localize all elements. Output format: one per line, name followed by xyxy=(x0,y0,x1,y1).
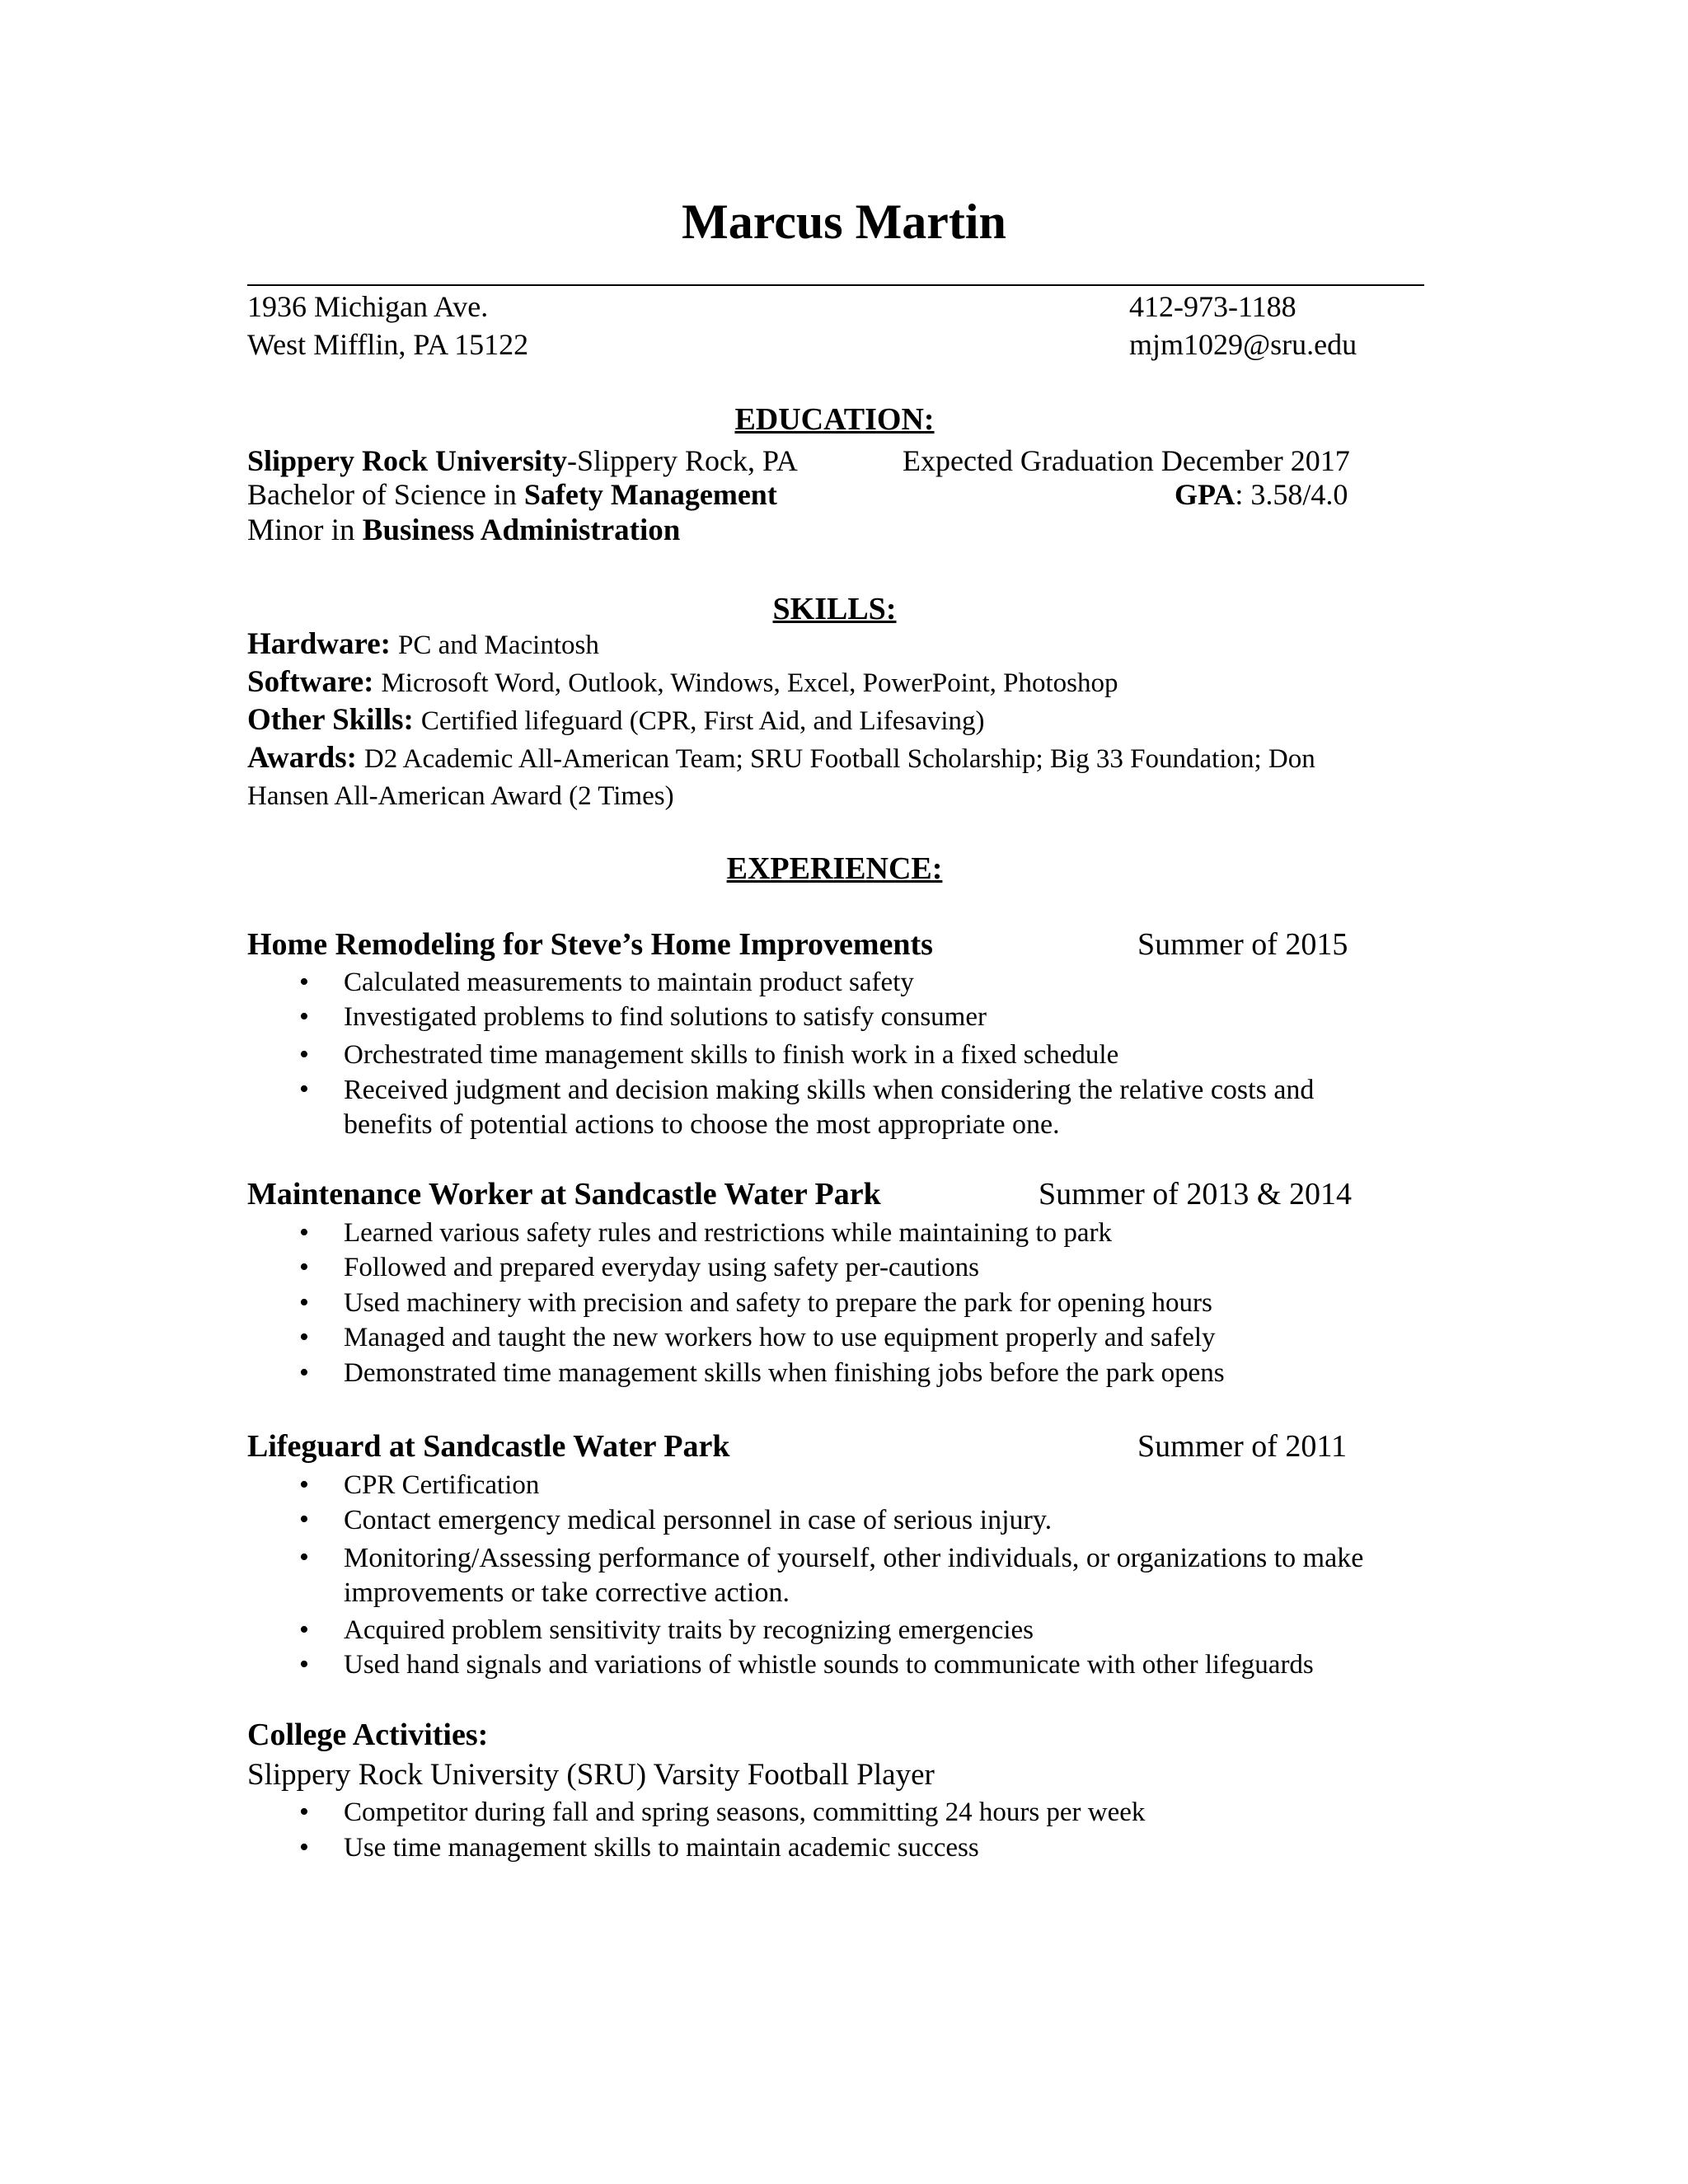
minor-prefix: Minor in xyxy=(247,513,363,547)
degree-major: Safety Management xyxy=(523,478,777,511)
bullet-icon: • xyxy=(299,1649,309,1680)
list-item: Investigated problems to find solutions to satisfy consumer xyxy=(344,1002,987,1032)
list-item: Managed and taught the new workers how to use equipment properly and safely xyxy=(344,1323,1216,1352)
education-school xyxy=(247,443,798,479)
education-heading: EDUCATION: xyxy=(734,402,935,437)
college-activities-heading: College Activities: xyxy=(247,1718,489,1752)
bullet-icon: • xyxy=(299,1074,309,1104)
skill-other xyxy=(247,701,985,739)
address-line-2: West Mifflin, PA 15122 xyxy=(247,328,529,361)
job-dates: Summer of 2011 xyxy=(1137,1429,1348,1464)
bullet-icon: • xyxy=(299,1469,309,1500)
bullet-icon: • xyxy=(299,1252,309,1282)
list-item: Used machinery with precision and safety to prepare the park for opening hours xyxy=(344,1288,1212,1318)
list-item: Used hand signals and variations of whistle sounds to communicate with other lifeguards xyxy=(344,1650,1314,1680)
header-divider xyxy=(247,284,1424,286)
skills-heading: SKILLS: xyxy=(772,592,897,626)
address-line-1: 1936 Michigan Ave. xyxy=(247,290,489,323)
bullet-icon: • xyxy=(299,1039,309,1070)
school-name: Slippery Rock University xyxy=(247,444,568,477)
list-item: Demonstrated time management skills when finishing jobs before the park opens xyxy=(344,1358,1225,1388)
bullet-icon: • xyxy=(299,1357,309,1388)
bullet-icon: • xyxy=(299,1504,309,1535)
job-title: Maintenance Worker at Sandcastle Water Park xyxy=(247,1177,881,1212)
list-item: Monitoring/Assessing performance of yourself, other individuals, or organizations to make improvements or take corrective action. xyxy=(344,1543,1364,1608)
software-value: Microsoft Word, Outlook, Windows, Excel, PowerPoint, Photoshop xyxy=(381,668,1118,698)
list-item: CPR Certification xyxy=(344,1470,540,1500)
minor-subject: Business Administration xyxy=(362,513,681,547)
gpa xyxy=(1175,476,1348,513)
list-item: Followed and prepared everyday using safety per-cautions xyxy=(344,1253,979,1282)
bullet-icon: • xyxy=(299,1001,309,1032)
gpa-label: GPA xyxy=(1175,478,1236,511)
bullet-icon: • xyxy=(299,1217,309,1248)
skill-software xyxy=(247,663,1118,701)
bullet-icon: • xyxy=(299,1832,309,1863)
gpa-value: : 3.58/4.0 xyxy=(1235,478,1348,511)
skill-awards xyxy=(247,739,1315,777)
job-dates: Summer of 2013 & 2014 xyxy=(1039,1177,1352,1212)
bullet-icon: • xyxy=(299,1287,309,1318)
candidate-name: Marcus Martin xyxy=(682,194,1006,249)
list-item: Received judgment and decision making skills when considering the relative costs and benefits of potential actions to choose the most appropriate one. xyxy=(344,1075,1315,1140)
other-skills-value: Certified lifeguard (CPR, First Aid, and Lifesaving) xyxy=(420,706,985,736)
software-label: Software: xyxy=(247,665,374,699)
awards-label: Awards: xyxy=(247,741,357,775)
bullet-icon: • xyxy=(299,1542,309,1572)
college-activity-title: Slippery Rock University (SRU) Varsity Football Player xyxy=(247,1758,935,1792)
bullet-icon: • xyxy=(299,1797,309,1827)
degree xyxy=(247,476,777,513)
other-skills-label: Other Skills: xyxy=(247,703,414,737)
list-item: Contact emergency medical personnel in case of serious injury. xyxy=(344,1505,1053,1535)
job-dates: Summer of 2015 xyxy=(1137,927,1348,962)
list-item: Use time management skills to maintain academic success xyxy=(344,1833,979,1863)
hardware-value: PC and Macintosh xyxy=(398,630,599,660)
hardware-label: Hardware: xyxy=(247,627,391,661)
job-title: Lifeguard at Sandcastle Water Park xyxy=(247,1429,730,1464)
list-item: Calculated measurements to maintain product safety xyxy=(344,968,914,997)
school-location: -Slippery Rock, PA xyxy=(567,444,798,477)
email-address: mjm1029@sru.edu xyxy=(1129,328,1357,361)
list-item: Competitor during fall and spring seasons, committing 24 hours per week xyxy=(344,1797,1146,1827)
skill-hardware xyxy=(247,626,599,663)
experience-heading: EXPERIENCE: xyxy=(726,851,943,886)
job-title: Home Remodeling for Steve’s Home Improvements xyxy=(247,927,933,962)
degree-prefix: Bachelor of Science in xyxy=(247,478,524,511)
minor xyxy=(247,513,680,549)
bullet-icon: • xyxy=(299,1615,309,1645)
bullet-icon: • xyxy=(299,1322,309,1352)
list-item: Acquired problem sensitivity traits by recognizing emergencies xyxy=(344,1615,1034,1645)
awards-value-line-2: Hansen All-American Award (2 Times) xyxy=(247,781,674,811)
phone-number: 412-973-1188 xyxy=(1129,290,1296,323)
graduation-date: Expected Graduation December 2017 xyxy=(903,444,1350,477)
list-item: Orchestrated time management skills to finish work in a fixed schedule xyxy=(344,1040,1119,1070)
list-item: Learned various safety rules and restrictions while maintaining to park xyxy=(344,1218,1112,1248)
awards-value-line-1: D2 Academic All-American Team; SRU Football Scholarship; Big 33 Foundation; Don xyxy=(363,744,1315,774)
bullet-icon: • xyxy=(299,967,309,997)
